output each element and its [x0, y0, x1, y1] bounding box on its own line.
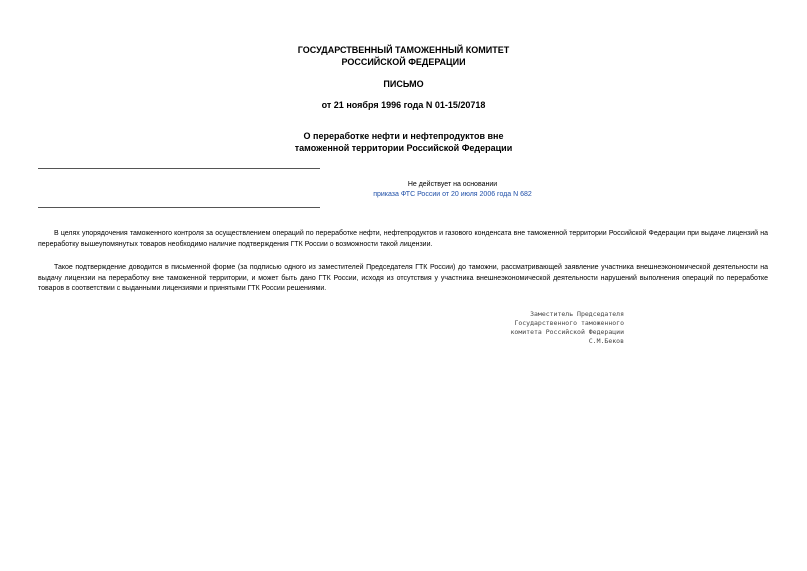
- document-subject-line2: таможенной территории Российской Федерации: [294, 143, 513, 153]
- divider-bottom: [38, 207, 320, 208]
- signatory-position-line2: Государственного таможенного: [514, 319, 624, 327]
- issuing-authority-line2: РОССИЙСКОЙ ФЕДЕРАЦИИ: [341, 57, 466, 67]
- repeal-order-link[interactable]: приказа ФТС России от 20 июля 2006 года N 682: [373, 191, 532, 198]
- status-note-text: Не действует на основании: [407, 181, 498, 188]
- document-date-number: от 21 ноября 1996 года N 01-15/20718: [321, 100, 486, 110]
- body-paragraph-1: В целях упорядочения таможенного контроля за осуществлением операций по переработке нефти, нефтепродуктов и газового конденсата вне таможенной территории Российской Федерации при выдаче лицензий на переработку вышеупомянутых товаров необходимо наличие подтверждения ГТК России о возможности такой лицензии.: [38, 230, 768, 248]
- status-note: [300, 180, 605, 200]
- signature-block: [470, 310, 624, 346]
- issuing-authority-line1: ГОСУДАРСТВЕННЫЙ ТАМОЖЕННЫЙ КОМИТЕТ: [297, 45, 510, 55]
- divider-top: [38, 168, 320, 169]
- body-paragraph-2: Такое подтверждение доводится в письменной форме (за подписью одного из заместителей Председателя ГТК России) до таможни, рассматривающей заявление участника внешнеэкономической деятельности на выдачу лицензии на переработку вне таможенной территории, и может быть дано ГТК России, исходя из отсутствия у участника внешнеэкономической деятельности нарушений выполнения операций по переработке товаров в соответствии с выданными лицензиями и принятыми ГТК России решениями.: [38, 264, 768, 292]
- document-subject-line1: О переработке нефти и нефтепродуктов вне: [303, 131, 504, 141]
- signatory-position-line3: комитета Российской Федерации: [510, 328, 624, 336]
- document-type: ПИСЬМО: [383, 79, 424, 89]
- signatory-name: С.М.Беков: [588, 337, 624, 345]
- signatory-position-line1: Заместитель Председателя: [530, 310, 624, 318]
